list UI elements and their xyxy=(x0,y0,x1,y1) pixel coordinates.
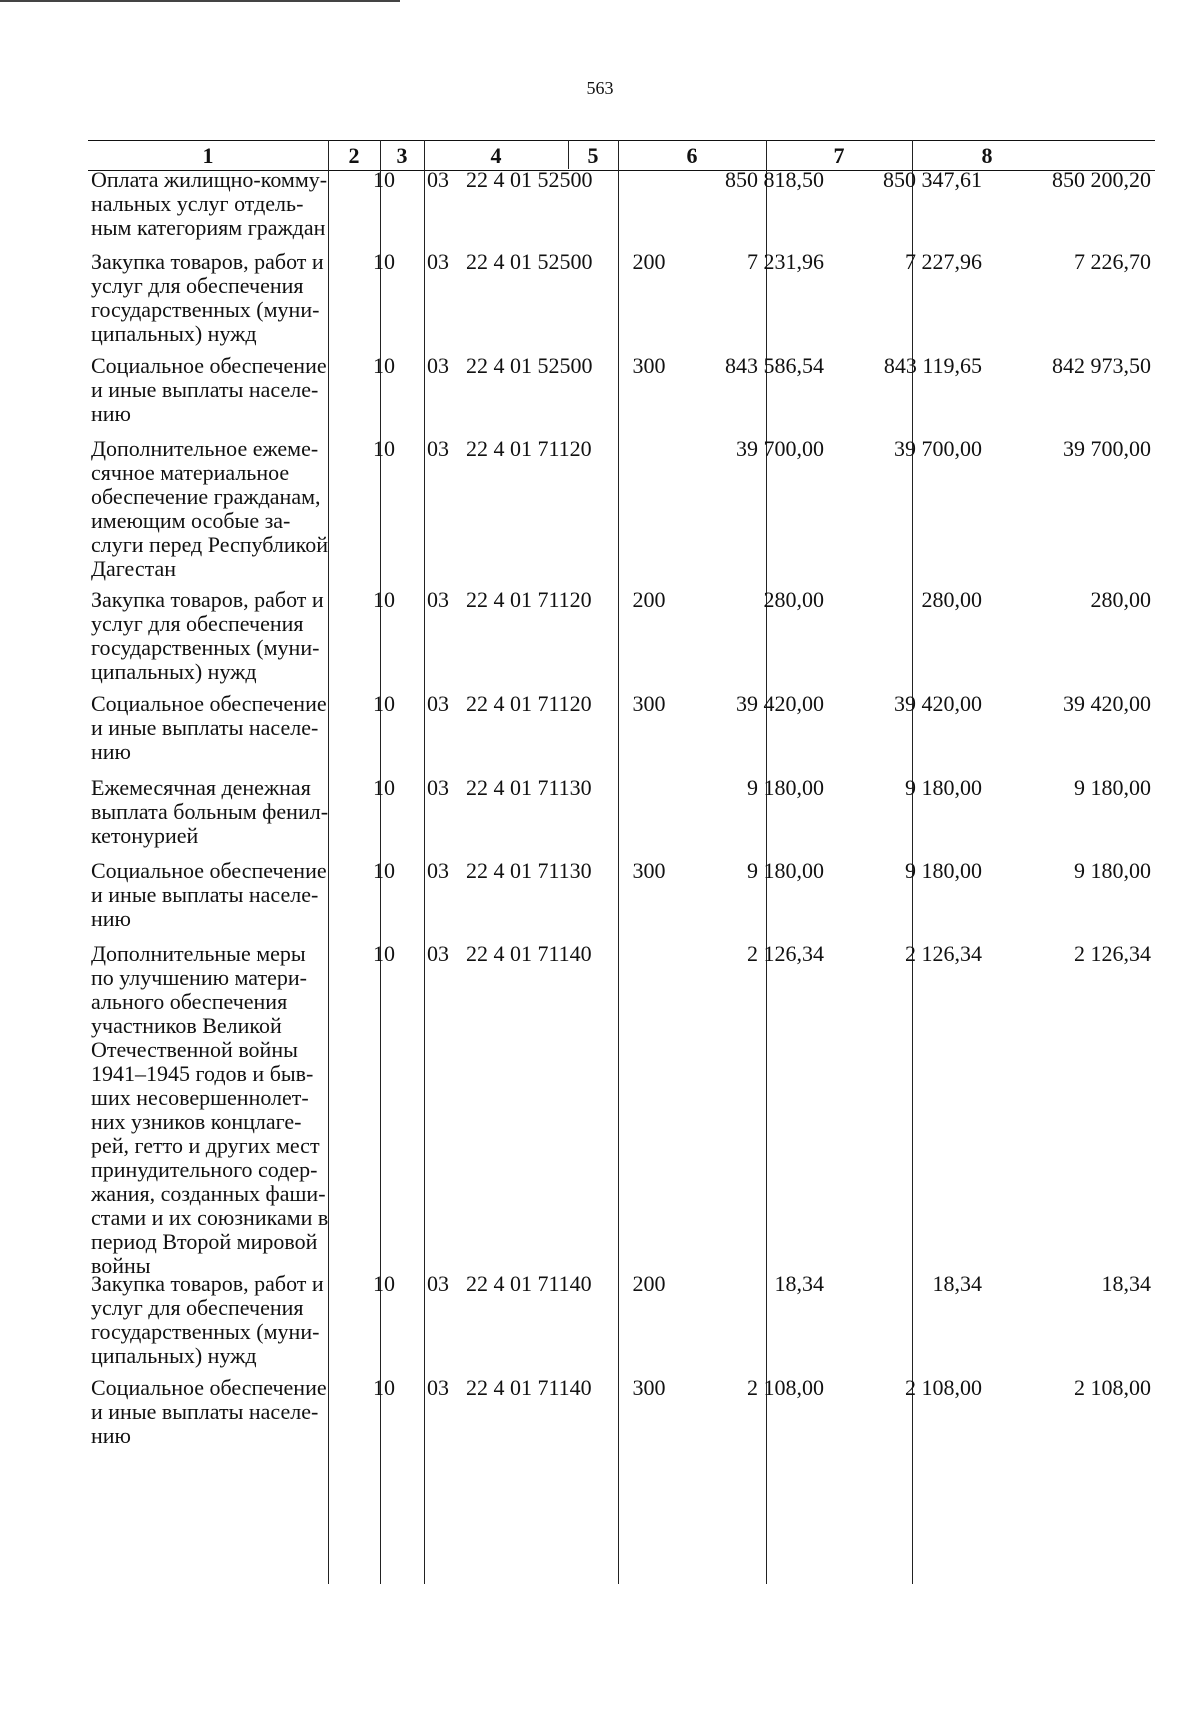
row-amount-col8: 850 200,20 xyxy=(1052,167,1151,192)
row-section: 10 xyxy=(373,587,395,612)
row-amount-col8: 842 973,50 xyxy=(1052,353,1151,378)
header-col-5: 5 xyxy=(587,143,599,168)
row-amount-col7: 9 180,00 xyxy=(905,858,982,883)
row-amount-col7: 9 180,00 xyxy=(905,775,982,800)
row-name: Закупка товаров, работ и услуг для обеспечения государственных (муни- ципальных) нужд xyxy=(91,249,324,346)
row-target-code: 22 4 01 71130 xyxy=(466,858,592,883)
row-name: Социальное обеспечение и иные выплаты населе- нию xyxy=(91,353,327,426)
row-amount-col6: 843 586,54 xyxy=(725,353,824,378)
row-section: 10 xyxy=(373,353,395,378)
row-expense-type: 200 xyxy=(632,249,666,274)
row-subsection: 03 xyxy=(427,249,449,274)
row-amount-col8: 9 180,00 xyxy=(1074,775,1151,800)
row-expense-type: 300 xyxy=(632,691,666,716)
row-name: Дополнительные меры по улучшению матери- ального обеспечения участников Великой Отечественной войны 1941–1945 годов и быв- ших несовершеннолет- них узников концлаге- рей, гетто и других мест принудительного содер- жания, созданных фаши- стами и их союзниками в период Второй мировой войны xyxy=(91,941,329,1278)
row-amount-col6: 39 420,00 xyxy=(736,691,824,716)
row-section: 10 xyxy=(373,1271,395,1296)
header-col-2: 2 xyxy=(348,143,360,168)
row-target-code: 22 4 01 52500 xyxy=(466,249,593,274)
row-amount-col6: 2 108,00 xyxy=(747,1375,824,1400)
row-subsection: 03 xyxy=(427,858,449,883)
header-col-3: 3 xyxy=(396,143,408,168)
row-amount-col6: 9 180,00 xyxy=(747,858,824,883)
row-subsection: 03 xyxy=(427,1271,449,1296)
row-name: Оплата жилищно-комму- нальных услуг отдель- ным категориям граждан xyxy=(91,167,328,240)
row-name: Социальное обеспечение и иные выплаты населе- нию xyxy=(91,1375,327,1448)
header-col-1: 1 xyxy=(202,143,214,168)
row-target-code: 22 4 01 52500 xyxy=(466,353,593,378)
row-target-code: 22 4 01 71140 xyxy=(466,1271,592,1296)
row-target-code: 22 4 01 71120 xyxy=(466,436,592,461)
row-section: 10 xyxy=(373,1375,395,1400)
row-amount-col8: 18,34 xyxy=(1101,1271,1151,1296)
row-target-code: 22 4 01 71130 xyxy=(466,775,592,800)
column-divider xyxy=(618,140,619,1584)
row-amount-col6: 39 700,00 xyxy=(736,436,824,461)
column-divider xyxy=(568,140,569,169)
row-name: Дополнительное ежеме- сячное материальное обеспечение гражданам, имеющим особые за- слуги перед Республикой Дагестан xyxy=(91,436,328,581)
row-amount-col7: 280,00 xyxy=(921,587,982,612)
row-section: 10 xyxy=(373,775,395,800)
header-col-8: 8 xyxy=(981,143,993,168)
row-name: Закупка товаров, работ и услуг для обеспечения государственных (муни- ципальных) нужд xyxy=(91,587,324,684)
row-section: 10 xyxy=(373,858,395,883)
row-subsection: 03 xyxy=(427,941,449,966)
row-amount-col8: 39 420,00 xyxy=(1063,691,1151,716)
row-section: 10 xyxy=(373,941,395,966)
row-amount-col6: 9 180,00 xyxy=(747,775,824,800)
row-amount-col8: 2 108,00 xyxy=(1074,1375,1151,1400)
row-amount-col7: 850 347,61 xyxy=(883,167,982,192)
header-col-4: 4 xyxy=(490,143,502,168)
row-amount-col8: 7 226,70 xyxy=(1074,249,1151,274)
header-col-7: 7 xyxy=(833,143,845,168)
row-amount-col7: 2 108,00 xyxy=(905,1375,982,1400)
row-expense-type: 300 xyxy=(632,858,666,883)
row-amount-col8: 280,00 xyxy=(1090,587,1151,612)
row-subsection: 03 xyxy=(427,587,449,612)
row-amount-col6: 2 126,34 xyxy=(747,941,824,966)
row-subsection: 03 xyxy=(427,353,449,378)
row-amount-col7: 2 126,34 xyxy=(905,941,982,966)
top-border-line xyxy=(0,0,400,2)
page-number: 563 xyxy=(586,78,614,98)
row-section: 10 xyxy=(373,167,395,192)
row-amount-col7: 18,34 xyxy=(932,1271,982,1296)
row-expense-type: 200 xyxy=(632,1271,666,1296)
row-name: Закупка товаров, работ и услуг для обеспечения государственных (муни- ципальных) нужд xyxy=(91,1271,324,1368)
row-target-code: 22 4 01 71120 xyxy=(466,587,592,612)
row-amount-col8: 9 180,00 xyxy=(1074,858,1151,883)
row-subsection: 03 xyxy=(427,775,449,800)
row-name: Социальное обеспечение и иные выплаты населе- нию xyxy=(91,691,327,764)
row-name: Ежемесячная денежная выплата больным фенил- кетонурией xyxy=(91,775,329,848)
row-subsection: 03 xyxy=(427,436,449,461)
row-amount-col8: 39 700,00 xyxy=(1063,436,1151,461)
row-amount-col7: 39 420,00 xyxy=(894,691,982,716)
row-amount-col7: 843 119,65 xyxy=(883,353,982,378)
row-amount-col7: 7 227,96 xyxy=(905,249,982,274)
row-subsection: 03 xyxy=(427,1375,449,1400)
row-subsection: 03 xyxy=(427,691,449,716)
row-amount-col7: 39 700,00 xyxy=(894,436,982,461)
row-expense-type: 300 xyxy=(632,1375,666,1400)
row-amount-col6: 850 818,50 xyxy=(725,167,824,192)
row-amount-col6: 280,00 xyxy=(763,587,824,612)
row-expense-type: 200 xyxy=(632,587,666,612)
row-target-code: 22 4 01 71140 xyxy=(466,1375,592,1400)
row-target-code: 22 4 01 71120 xyxy=(466,691,592,716)
row-target-code: 22 4 01 52500 xyxy=(466,167,593,192)
row-target-code: 22 4 01 71140 xyxy=(466,941,592,966)
row-subsection: 03 xyxy=(427,167,449,192)
row-amount-col6: 7 231,96 xyxy=(747,249,824,274)
header-col-6: 6 xyxy=(686,143,698,168)
row-name: Социальное обеспечение и иные выплаты населе- нию xyxy=(91,858,327,931)
row-expense-type: 300 xyxy=(632,353,666,378)
row-section: 10 xyxy=(373,249,395,274)
row-section: 10 xyxy=(373,436,395,461)
row-section: 10 xyxy=(373,691,395,716)
row-amount-col6: 18,34 xyxy=(774,1271,824,1296)
row-amount-col8: 2 126,34 xyxy=(1074,941,1151,966)
